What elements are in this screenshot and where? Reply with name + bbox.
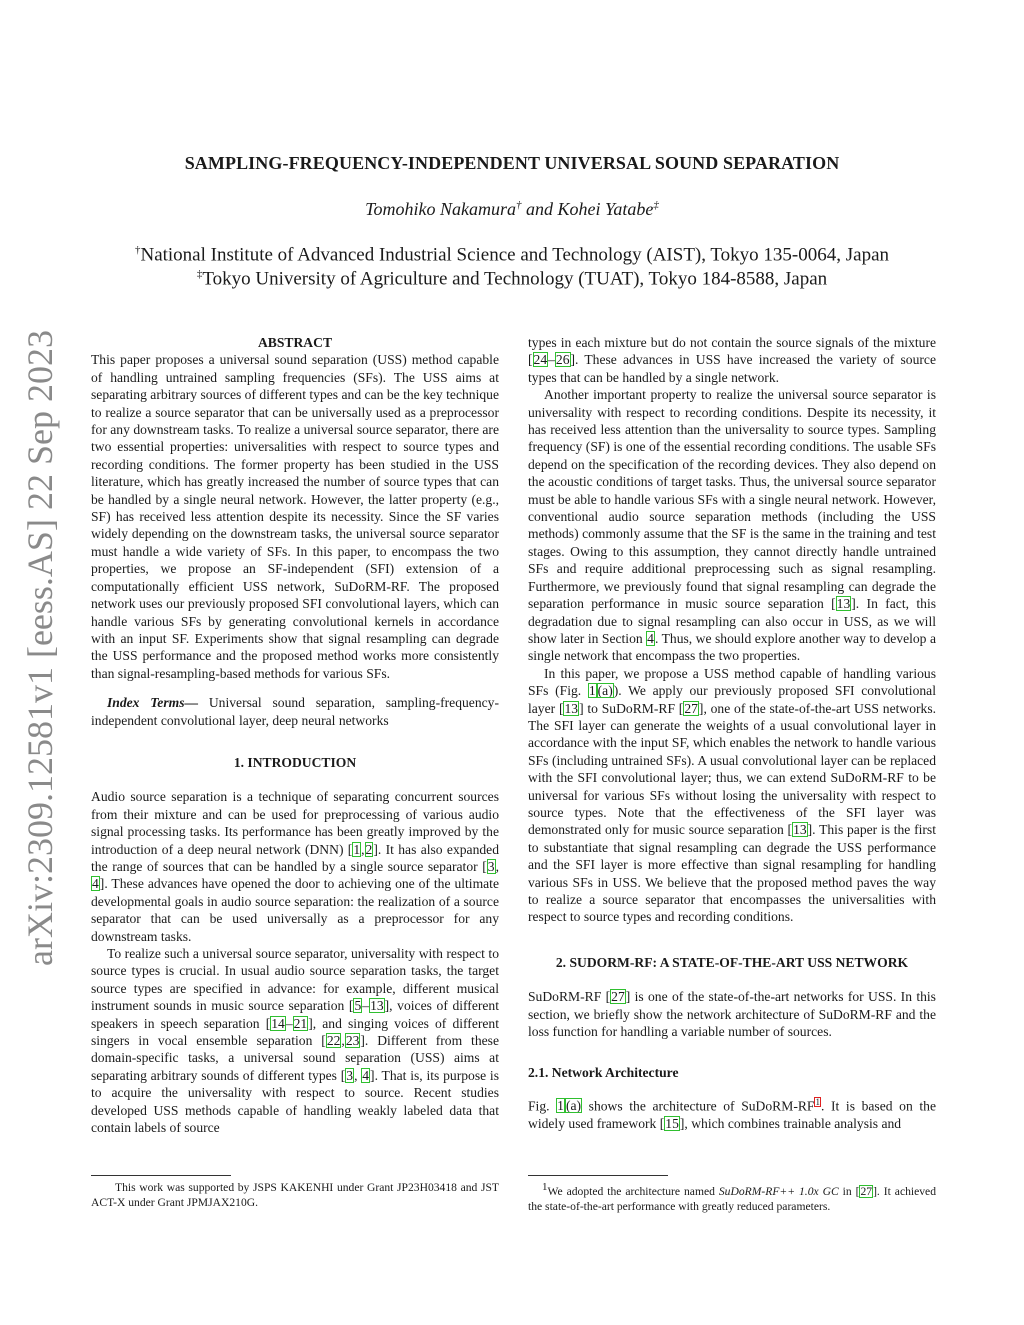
text-run: ] to SuDoRM-RF [	[579, 700, 684, 716]
left-column	[91, 334, 499, 1136]
citation-link[interactable]: 27	[611, 989, 625, 1005]
author-2-mark: ‡	[653, 199, 659, 211]
text-run: –	[548, 352, 555, 368]
footnote-link[interactable]: 1	[815, 1096, 820, 1107]
model-name: SuDoRM-RF++ 1.0x GC	[718, 1184, 839, 1198]
text-run: ]. It has also expanded the range of sources that can be handled by a single source separator [	[91, 841, 500, 874]
footnote-mark: 1	[542, 1181, 548, 1193]
citation-link[interactable]: 2	[365, 841, 373, 857]
text-run: To realize such a universal source separator, universality with respect to source types is crucial. In usual audio source separation tasks, the target source types are specified in advance: for example, different musical instrument sounds in music source separation [	[91, 946, 499, 1014]
text-run: ]. It achieved the state-of-the-art performance with greatly reduced parameters.	[528, 1184, 936, 1213]
funding-footnote: This work was supported by JSPS KAKENHI under Grant JP23H03418 and JST ACT-X under Grant JPMJAX210G.	[91, 1181, 499, 1209]
text-run: ,	[341, 1033, 345, 1049]
architecture-footnote	[528, 1180, 936, 1214]
paper-title: SAMPLING-FREQUENCY-INDEPENDENT UNIVERSAL SOUND SEPARATION	[184, 153, 840, 173]
intro-paragraph-1	[91, 788, 499, 945]
citation-link[interactable]: 1	[353, 841, 361, 857]
subsection-2-1-heading: 2.1. Network Architecture	[528, 1065, 679, 1081]
section-2-heading: 2. SUDORM-RF: A STATE-OF-THE-ART USS NETWORK	[555, 954, 909, 970]
text-run: ], and singing voices of different singers in vocal ensemble separation [	[91, 1015, 499, 1049]
text-run: In this paper, we propose a USS method capable of handling various SFs (Fig.	[528, 665, 936, 699]
citation-link[interactable]: 13	[793, 822, 807, 838]
text-run: ], one of the state-of-the-art USS networks. The SFI layer can generate the weights of a usual convolutional layer in accordance with the input SF, which enables the network to handle various SFs (including untrained SFs). A usual convolutional layer can be replaced with the SFI convolutional layer; thus, we can extend SuDoRM-RF to be universal for various SFs without losing the universality with respect to source types. Note that the effectiveness of the SFI layer was demonstrated only for music source separation [	[528, 700, 937, 838]
text-run: Another important property to realize the universal source separator is universality with respect to recording conditions. Despite its necessity, it has received less attention than the universality to source types. Sampling frequency (SF) is one of the essential recording conditions. The usable SFs depend on the specification of the recording devices. They also depend on the acoustic conditions of target tasks. Thus, the universal source separator must be able to handle various SFs with a single neural network. However, conventional audio source separation methods (including the USS methods) commonly assume that the SF is the same in the training and test stages. Owing to this assumption, they cannot directly handle untrained SFs and require additional preprocessing such as signal resampling. Furthermore, we previously found that signal resampling can degrade the separation performance in music source separation [	[528, 387, 936, 612]
text-run: ]. These advances in USS have increased the variety of source types that can be handled by a single network.	[528, 352, 936, 385]
citation-link[interactable]: 22	[326, 1033, 341, 1049]
text-run: Fig.	[528, 1098, 557, 1114]
affiliation-1-text: National Institute of Advanced Industrial Science and Technology (AIST), Tokyo 135-0064, Japan	[140, 244, 890, 266]
affiliation-2	[0, 268, 1024, 290]
text-run: ,	[354, 1067, 362, 1083]
citation-link[interactable]: 21	[293, 1015, 308, 1031]
figure-link[interactable]: 1	[588, 683, 596, 699]
section-1-heading: 1. INTRODUCTION	[233, 754, 357, 770]
subsection-2-1-paragraph	[528, 1094, 936, 1132]
index-terms-text: Universal sound separation, sampling-frequency-independent convolutional layer, deep neural networks	[91, 695, 499, 728]
author-line	[0, 199, 1024, 220]
text-run: Audio source separation is a technique of separating concurrent sources from their mixture and can be used for preprocessing of various audio signal processing tasks. Its performance has been greatly improved by the introduction of a deep neural network (DNN) [	[91, 789, 499, 857]
index-terms	[91, 694, 499, 729]
abstract-text: This paper proposes a universal sound separation (USS) method capable of handling untrained sampling frequencies (SFs). The USS aims at separating arbitrary sources of different types and can be the key technique to realize a source separator that can be universally used as a preprocessor for any downstream tasks. To realize a universal source separator, there are two essential properties: universalities with respect to source types and recording conditions. The former property has been studied in the USS literature, which has greatly increased the number of source types that can be handled by a single neural network. However, the latter property (e.g., SF) has received less attention despite its necessity. Since the SF varies widely depending on the downstream tasks, the universal source separator must handle a wide variety of SFs. In this paper, to encompass the two properties, we propose an SF-independent (SFI) extension of a computationally efficient USS network, SuDoRM-RF. The proposed network uses our previously proposed SFI convolutional layers, which can handle various SFs by generating convolutional kernels in accordance with an input SF. Experiments show that signal resampling can degrade the USS performance and the proposed method works more consistently than signal-resampling-based methods for various SFs.	[91, 352, 499, 681]
citation-link[interactable]: 13	[564, 700, 579, 716]
index-terms-label: Index Terms—	[107, 695, 199, 711]
author-2: Kohei Yatabe	[557, 199, 654, 219]
citation-link[interactable]: 13	[370, 998, 384, 1014]
text-run: ] is one of the state-of-the-art networks for USS. In this section, we briefly show the network architecture of SuDoRM-RF and the loss function for handling a variable number of sources.	[528, 989, 936, 1040]
citation-link[interactable]: 27	[860, 1184, 873, 1198]
arxiv-stamp: arXiv:2309.12581v1 [eess.AS] 22 Sep 2023	[20, 330, 60, 966]
citation-link[interactable]: 4	[92, 876, 99, 892]
citation-link[interactable]: 14	[271, 1015, 285, 1031]
text-run: ). We apply our previously proposed SFI convolutional layer [	[528, 683, 936, 716]
text-run: ]. These advances have opened the door to achieving one of the ultimate developmental goals in audio source separation: the realization of a source separator that can be used universally as a preprocessor for any downstream tasks.	[91, 876, 499, 944]
figure-link[interactable]: (a)	[565, 1098, 582, 1114]
citation-link[interactable]: 26	[555, 352, 570, 368]
text-run: types in each mixture but do not contain the source signals of the mixture [	[528, 335, 936, 368]
affiliation-1	[0, 244, 1024, 266]
footnote-rule-right	[528, 1175, 668, 1176]
citation-link[interactable]: 3	[487, 858, 495, 874]
author-1: Tomohiko Nakamura	[365, 199, 516, 219]
text-run: . Thus, we should explore another way to develop a single network that encompass the two properties.	[528, 630, 936, 664]
text-run: SuDoRM-RF [	[528, 989, 611, 1005]
text-run: . It is based on the widely used framework [	[528, 1098, 936, 1131]
text-run: ], which combines trainable analysis and	[679, 1115, 902, 1131]
citation-link[interactable]: 13	[836, 596, 851, 612]
author-conjunction: and	[526, 199, 553, 219]
affiliation-2-text: Tokyo University of Agriculture and Technology (TUAT), Tokyo 184-8588, Japan	[202, 268, 828, 290]
figure-link[interactable]: (a)	[597, 683, 613, 699]
affiliation-2-mark: ‡	[196, 268, 203, 280]
citation-link[interactable]: 3	[346, 1067, 354, 1083]
footnote-rule-left	[91, 1175, 231, 1176]
text-run: in [	[838, 1184, 860, 1198]
citation-link[interactable]: 4	[362, 1067, 370, 1083]
section-link[interactable]: 4	[647, 630, 654, 646]
citation-link[interactable]: 5	[354, 998, 362, 1014]
text-run: ,	[361, 841, 365, 857]
intro-paragraph-4	[528, 665, 936, 926]
abstract-heading: ABSTRACT	[257, 335, 333, 350]
right-column	[528, 334, 936, 1132]
section-2-paragraph	[528, 988, 936, 1040]
text-run: ]. This paper is the first to substantiate that signal resampling can degrade the USS performance and the SFI layer is more effective than signal resampling for handling various SFs in USS. We believe that the proposed method paves the way to realize a source separator that encompasses the universalities with respect to source types and recording conditions.	[528, 822, 936, 925]
intro-paragraph-3	[528, 386, 936, 665]
citation-link[interactable]: 23	[345, 1033, 360, 1049]
text-run: –	[362, 998, 370, 1014]
text-run: ]. In fact, this degradation due to signal resampling can also occur in USS, as we will show later in Section	[528, 596, 937, 646]
citation-link[interactable]: 27	[684, 700, 698, 716]
text-run: ], voices of different speakers in speech separation [	[91, 998, 499, 1031]
figure-link[interactable]: 1	[557, 1098, 564, 1114]
text-run: ,	[495, 858, 499, 874]
author-1-mark: †	[516, 199, 522, 211]
affiliation-1-mark: †	[134, 244, 141, 256]
intro-paragraph-2	[91, 945, 499, 1136]
text-run: ]. That is, its purpose is to acquire the universality with respect to source. Recent studies developed USS methods capable of handling weakly labeled data that contain labels of source	[91, 1067, 499, 1136]
intro-paragraph-2-continued	[528, 334, 936, 386]
citation-link[interactable]: 24	[533, 352, 548, 368]
text-run: –	[285, 1015, 293, 1031]
text-run: ]. Different from these domain-specific tasks, a universal sound separation (USS) aims at separating arbitrary sounds of different types [	[91, 1033, 499, 1083]
citation-link[interactable]: 15	[665, 1115, 679, 1131]
text-run: shows the architecture of SuDoRM-RF	[582, 1098, 815, 1114]
text-run: We adopted the architecture named	[547, 1184, 719, 1198]
